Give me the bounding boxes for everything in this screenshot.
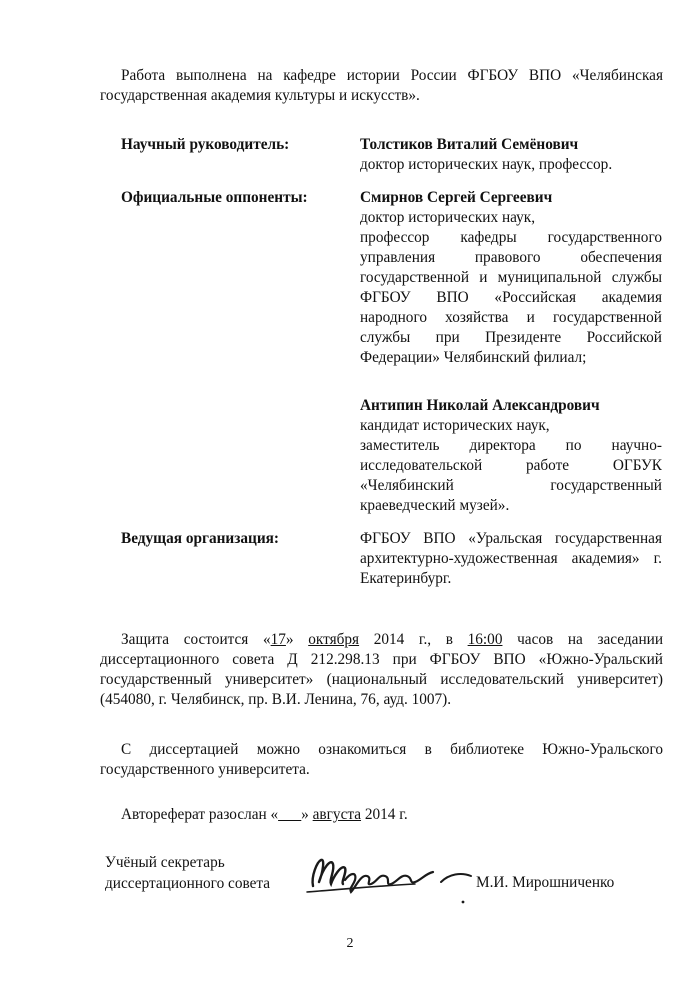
supervisor-label: Научный руководитель: [121, 136, 290, 153]
opponent-1-name: Смирнов Сергей Сергеевич [360, 189, 553, 206]
opponent-2-block [360, 396, 662, 516]
intro-paragraph: Работа выполнена на кафедре истории России ФГБОУ ВПО «Челябинская государственная академия культуры и искусств». [100, 67, 663, 104]
secretary-title [105, 852, 270, 894]
opponent-1-details: профессор кафедры государственного управления правового обеспечения государственной и муниципальной службы ФГБОУ ВПО «Российская академия народного хозяйства и государственной службы при Президенте Российской Федерации» Челябинский филиал; [360, 229, 662, 366]
sent-day-blank: ___ [278, 806, 302, 823]
secretary-title-line2: диссертационного совета [105, 875, 271, 892]
opponent-2-name: Антипин Николай Александрович [360, 397, 600, 414]
defense-day: 17 [270, 631, 286, 648]
secretary-name: М.И. Мирошниченко [476, 874, 615, 891]
page-number: 2 [346, 936, 354, 951]
supervisor-name: Толстиков Виталий Семёнович [360, 136, 579, 153]
defense-month: октября [308, 631, 360, 648]
leading-org-details: ФГБОУ ВПО «Уральская государственная архитектурно-художественная академия» г. Екатеринбург. [360, 530, 662, 587]
sent-month: августа [312, 806, 362, 823]
defense-paragraph: Защита состоится «17» октября 2014 г., в 16:00 часов на заседании диссертационного совета Д 212.298.13 при ФГБОУ ВПО «Южно-Уральский государственный университет» (национальный исследовательский университет) (454080, г. Челябинск, пр. В.И. Ленина, 76, ауд. 1007). [100, 631, 664, 708]
supervisor-block [360, 135, 662, 175]
defense-time: 16:00 [467, 631, 503, 648]
opponent-1-block [360, 188, 662, 368]
handwritten-signature [305, 848, 475, 908]
secretary-title-line1: Учёный секретарь [105, 854, 225, 871]
opponent-2-details: заместитель директора по научно-исследовательской работе ОГБУК «Челябинский государственный краеведческий музей». [360, 437, 662, 514]
opponent-1-degree: доктор исторических наук, [360, 209, 536, 226]
sent-paragraph: Автореферат разослан «___» августа 2014 г. [121, 806, 408, 823]
supervisor-details: доктор исторических наук, профессор. [360, 156, 613, 173]
leading-org-label: Ведущая организация: [121, 530, 280, 547]
opponent-2-degree: кандидат исторических наук, [360, 417, 550, 434]
library-paragraph: С диссертацией можно ознакомиться в библиотеке Южно-Уральского государственного университета. [100, 741, 663, 778]
opponents-label: Официальные оппоненты: [121, 189, 308, 206]
